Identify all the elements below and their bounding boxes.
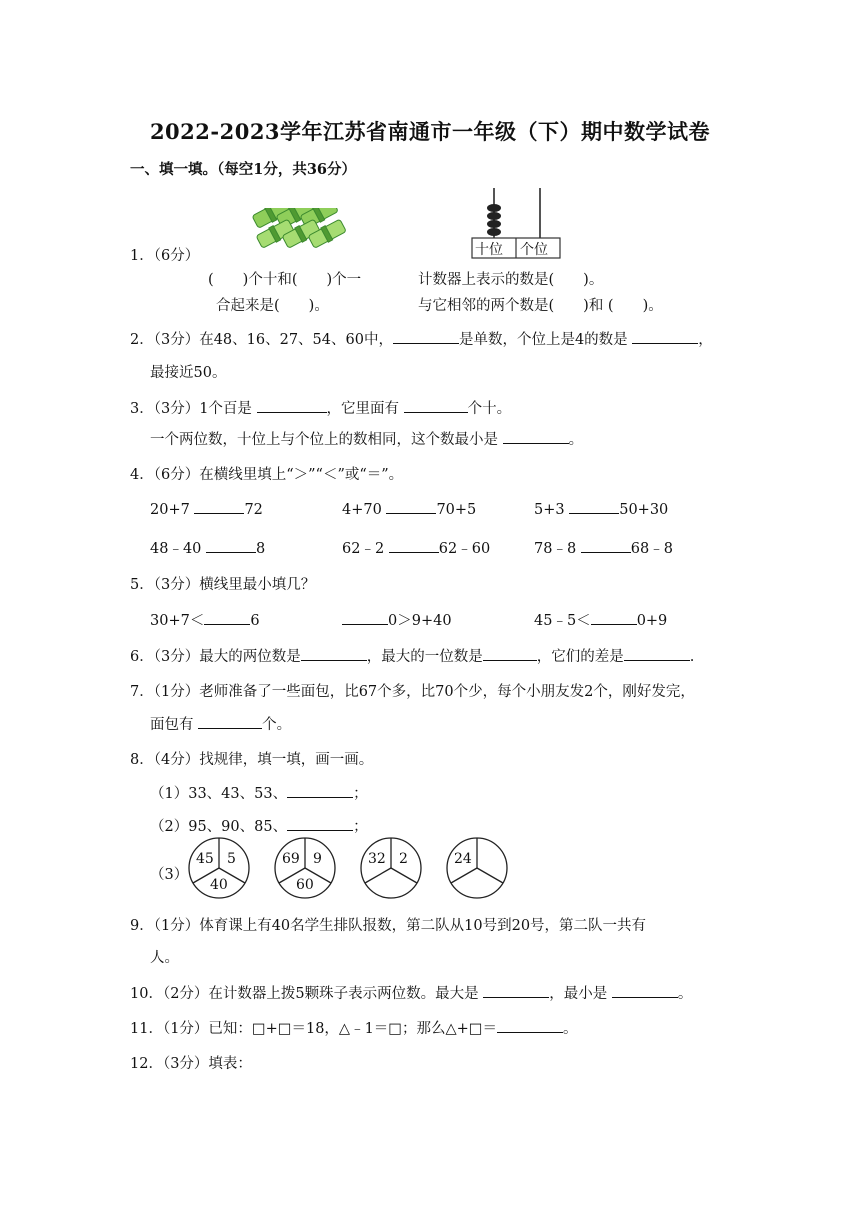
q4-blank[interactable]: [389, 538, 439, 553]
page-title: 2022-2023学年江苏省南通市一年级（下）期中数学试卷: [149, 119, 711, 144]
q12-line: 12．（3分）填表：: [130, 1056, 252, 1072]
q5-blank[interactable]: [204, 610, 250, 625]
wheel-bottom: 40: [210, 877, 228, 893]
q8-p1-text: （1）33、43、53、: [150, 786, 288, 802]
q4-left: 5+3: [534, 502, 565, 518]
q10-blank-2[interactable]: [612, 983, 678, 998]
wheel-top-right: 5: [227, 851, 236, 867]
wheel-top-left: 24: [454, 851, 472, 867]
number-wheel: [272, 835, 338, 905]
q3-blank-3[interactable]: [503, 429, 569, 444]
q10-line: [130, 982, 692, 1003]
q10-text-a: 10．（2分）在计数器上拨5颗珠子表示两位数。最大是: [130, 986, 479, 1002]
q10-blank-1[interactable]: [483, 983, 549, 998]
bundles-image: [246, 208, 346, 258]
q2-line-1: [130, 328, 713, 349]
q2-blank-2[interactable]: [632, 329, 698, 344]
q4-right: 68﹣8: [630, 541, 673, 557]
wheel-top-right: 9: [313, 851, 322, 867]
q6-line: [130, 645, 694, 666]
q11-text-a: 11．（1分）已知：□+□＝18，△﹣1＝□；那么△+□＝: [130, 1021, 498, 1037]
number-wheel: [358, 835, 424, 905]
q4-blank[interactable]: [206, 538, 256, 553]
q4-blank[interactable]: [569, 499, 619, 514]
q10-text-b: ，最小是: [549, 986, 608, 1002]
q4-item: [534, 499, 668, 518]
q2-line-2: 最接近50。: [150, 365, 227, 381]
q1-caption-right-1: 计数器上表示的数是( )。: [418, 272, 604, 288]
q6-text-b: ，最大的一位数是: [366, 649, 483, 665]
q1-caption-left-1: ( )个十和( )个一: [208, 272, 362, 288]
q2-text-c: ，: [698, 332, 713, 348]
q3-blank-1[interactable]: [257, 398, 327, 413]
wheel-top-left: 45: [196, 851, 214, 867]
q8-heading: 8．（4分）找规律，填一填，画一画。: [130, 752, 374, 768]
abacus-ones-label: 个位: [520, 242, 548, 258]
q4-item: [534, 537, 673, 558]
wheel-top-left: 69: [282, 851, 300, 867]
q4-heading: 4．（6分）在横线里填上“＞”“＜”或“＝”。: [130, 467, 404, 483]
q10-text-c: 。: [677, 986, 693, 1002]
q6-blank-2[interactable]: [483, 646, 537, 661]
q8-part-1: [150, 782, 368, 803]
q6-text-c: ，它们的差是: [536, 649, 624, 665]
q3-text-b: ，它里面有: [326, 401, 400, 417]
q1-number: 1．（6分）: [130, 248, 200, 264]
q3-text-a: 3．（3分）1个百是: [130, 401, 252, 417]
q3-text-e: 。: [568, 432, 584, 448]
q3-text-c: 个十。: [467, 401, 512, 417]
wheel-top-right: 2: [399, 851, 408, 867]
number-wheel: [444, 835, 510, 905]
q7-text-c: 个。: [262, 717, 292, 733]
q5-item: [534, 609, 667, 630]
q5-left: 45﹣5＜: [534, 613, 591, 629]
q5-heading: 5．（3分）横线里最小填几？: [130, 577, 316, 593]
q4-blank[interactable]: [194, 499, 244, 514]
q7-line-1: 7．（1分）老师准备了一些面包，比67个多，比70个少，每个小朋友发2个，刚好发完，: [130, 684, 695, 700]
section-heading: 一、填一填。（每空1分，共36分）: [130, 161, 357, 178]
q3-line-2: [150, 428, 583, 449]
q6-blank-1[interactable]: [301, 646, 367, 661]
q2-blank-1[interactable]: [393, 329, 459, 344]
q5-right: 0+9: [636, 613, 668, 629]
q4-left: 62﹣2: [342, 541, 385, 557]
wheel-circle-icon: [358, 835, 424, 901]
q5-blank[interactable]: [591, 610, 637, 625]
wheel-bottom: 60: [296, 877, 314, 893]
q4-left: 4+70: [342, 502, 382, 518]
q7-blank[interactable]: [198, 714, 262, 729]
q3-blank-2[interactable]: [404, 398, 468, 413]
q1-caption-right-2: 与它相邻的两个数是( )和 ( )。: [418, 298, 663, 314]
q8-semicolon: ；: [353, 786, 368, 802]
abacus-tens-label: 十位: [475, 242, 503, 258]
q11-line: [130, 1017, 578, 1038]
q4-left: 78﹣8: [534, 541, 577, 557]
q5-right: 0＞9+40: [388, 613, 452, 629]
q8-blank-1[interactable]: [287, 783, 353, 798]
q4-blank[interactable]: [581, 538, 631, 553]
q3-line-1: [130, 397, 511, 418]
q3-text-d: 一个两位数，十位上与个位上的数相同，这个数最小是: [150, 432, 498, 448]
q11-blank[interactable]: [497, 1018, 563, 1033]
q9-line-2: 人。: [150, 950, 179, 966]
q4-right: 70+5: [436, 502, 477, 518]
q11-text-b: 。: [563, 1021, 578, 1037]
q8-part-2: [150, 815, 368, 836]
q7-text-b: 面包有: [150, 717, 194, 733]
q6-text-a: 6．（3分）最大的两位数是: [130, 649, 301, 665]
q5-right: 6: [250, 613, 260, 629]
q4-item: [342, 499, 476, 518]
q4-left: 20+7: [150, 502, 190, 518]
q6-blank-3[interactable]: [624, 646, 690, 661]
q4-right: 8: [256, 541, 266, 557]
q4-right: 62﹣60: [438, 541, 491, 557]
q8-blank-2[interactable]: [287, 816, 353, 831]
q2-text-b: 是单数，个位上是4的数是: [458, 332, 628, 348]
q4-right: 50+30: [619, 502, 669, 518]
q4-item: [150, 499, 263, 518]
wheel-top-left: 32: [368, 851, 386, 867]
q4-item: [342, 537, 490, 558]
q5-item: [150, 609, 260, 630]
q4-left: 48﹣40: [150, 541, 202, 557]
sticks-bundle-icon: [246, 208, 346, 258]
q5-item: [342, 609, 452, 630]
q7-line-2: [150, 713, 291, 734]
q8-semicolon: ；: [353, 819, 368, 835]
q4-blank[interactable]: [386, 499, 436, 514]
q9-line-1: 9．（1分）体育课上有40名学生排队报数，第二队从10号到20号，第二队一共有: [130, 918, 647, 934]
abacus: [470, 186, 562, 262]
q1-caption-left-2: 合起来是( )。: [216, 298, 329, 314]
q2-text-a: 2．（3分）在48、16、27、54、60中，: [130, 332, 393, 348]
q6-text-d: .: [689, 649, 695, 665]
number-wheel: [186, 835, 252, 905]
q4-right: 72: [244, 502, 263, 518]
q8-part-3-label: （3）: [150, 867, 189, 883]
q5-left: 30+7＜: [150, 613, 205, 629]
q8-p2-text: （2）95、90、85、: [150, 819, 288, 835]
wheel-circle-icon: [444, 835, 510, 901]
q5-blank[interactable]: [342, 610, 388, 625]
q4-item: [150, 537, 265, 558]
